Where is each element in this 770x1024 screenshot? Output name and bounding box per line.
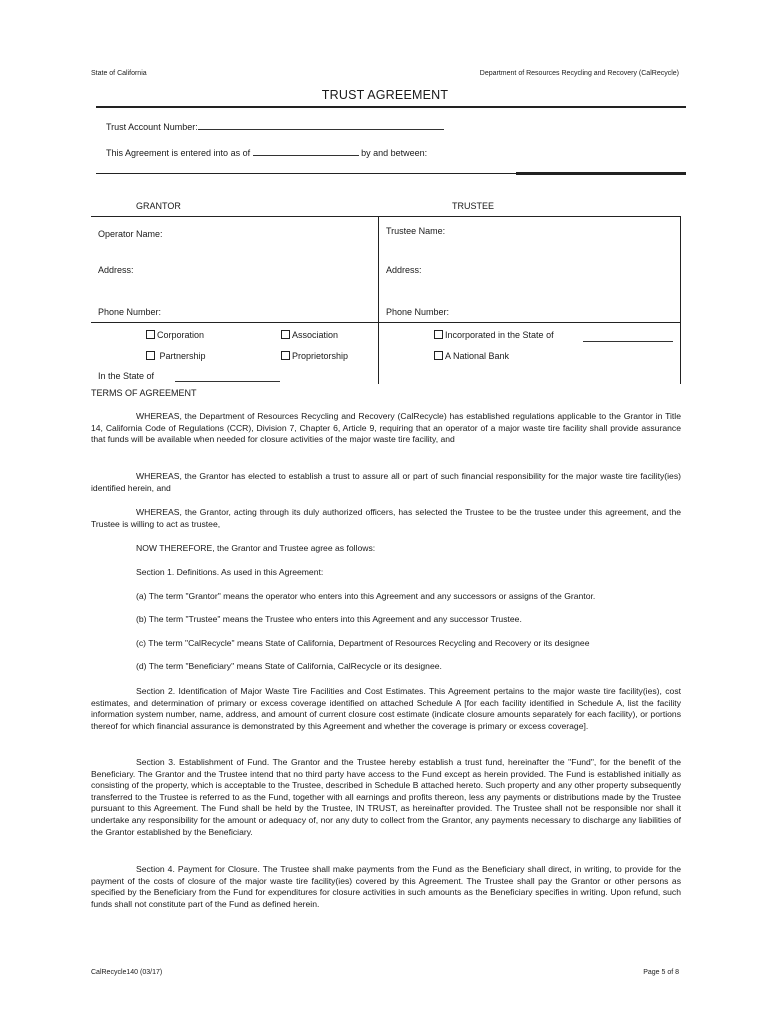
- association-label: Association: [292, 330, 339, 340]
- partnership-label: Partnership: [159, 351, 206, 361]
- page-title: TRUST AGREEMENT: [321, 88, 449, 102]
- footer-page-number: Page 5 of 8: [643, 969, 679, 976]
- trust-account-line: [106, 121, 444, 132]
- table-top-rule: [91, 216, 680, 217]
- checkbox-icon: [146, 330, 155, 339]
- definition-b: (b) The term "Trustee" means the Trustee who enters into this Agreement and any successor Trustee.: [136, 614, 522, 624]
- agreement-before-text: This Agreement is entered into as of: [106, 148, 251, 158]
- definition-c: (c) The term "CalRecycle" means State of California, Department of Resources Recycling and Recovery or its designee: [136, 638, 590, 648]
- table-right-border: [680, 216, 681, 384]
- section-3-paragraph: Section 3. Establishment of Fund. The Grantor and the Trustee hereby establish a trust fund, hereinafter the "Fund", for the benefit of the Beneficiary. The Grantor and the Trustee intend that no third party have access to the Fund except as herein provided. The Fund is established initially as consisting of the property, which is acceptable to the Trustee, described in Schedule B attached hereto. Such property and any other property subsequently transferred to the Trustee is referred to as the Fund, together with all earnings and profits thereon, less any payments or distributions made by the Trustee pursuant to this Agreement. The Fund shall be held by the Trustee, IN TRUST, as hereinafter provided. The Trustee shall not be responsible nor shall it undertake any responsibility for the amount or adequacy of, nor any duty to collect from the Grantor, any payments necessary to discharge any liabilities of the Grantor established by the Beneficiary.: [91, 757, 681, 837]
- trustee-header: TRUSTEE: [452, 201, 495, 211]
- incorporated-checkbox[interactable]: [434, 330, 554, 340]
- grantor-phone-field[interactable]: Phone Number:: [98, 307, 162, 317]
- checkbox-icon: [434, 351, 443, 360]
- state-of-label: In the State of: [98, 371, 155, 381]
- section-4-paragraph: Section 4. Payment for Closure. The Trustee shall make payments from the Fund as the Beneficiary shall direct, in writing, to provide for the payment of the costs of closure of the major waste tire facility(ies) covered by this Agreement. The Trustee shall pay the Grantor or other persons as specified by the Beneficiary from the Fund for expenditures for closure activities in such amounts as the Beneficiary specifies in writing. Upon refund, such funds shall not constitute part of the Fund as defined herein.: [91, 864, 681, 909]
- corporation-label: Corporation: [157, 330, 205, 340]
- corporation-checkbox[interactable]: [146, 330, 204, 340]
- association-checkbox[interactable]: [281, 330, 338, 340]
- state-of-field[interactable]: [175, 373, 280, 382]
- partnership-checkbox[interactable]: [146, 351, 206, 361]
- terms-heading: TERMS OF AGREEMENT: [91, 388, 197, 398]
- header-left: State of California: [91, 70, 147, 77]
- checkbox-icon: [146, 351, 155, 360]
- national-bank-checkbox[interactable]: [434, 351, 509, 361]
- header-right: Department of Resources Recycling and Recovery (CalRecycle): [479, 70, 679, 77]
- checkbox-icon: [281, 330, 290, 339]
- section-2-paragraph: Section 2. Identification of Major Waste Tire Facilities and Cost Estimates. This Agreement pertains to the major waste tire facility(ies), cost estimates, and determination of primary or excess coverage identified on attached Schedule A [for each facility identified in Schedule A, list the facility information system number, name, address, and amount of current closure cost estimate (indicate closure amounts separately for each facility), or portions thereof for which financial assurance is demonstrated by this Agreement and whether the coverage is primary or excess coverage].: [91, 686, 681, 731]
- table-divider: [378, 216, 379, 384]
- proprietorship-checkbox[interactable]: [281, 351, 348, 361]
- whereas-paragraph-1: WHEREAS, the Department of Resources Recycling and Recovery (CalRecycle) has established regulations applicable to the Grantor in Title 14, California Code of Regulations (CCR), Division 7, Chapter 6, Article 9, requiring that an operator of a major waste tire facility shall provide assurance that funds will be available when needed for closure activities of the major waste tire facility, and: [91, 411, 681, 445]
- agreement-date-line: [106, 147, 427, 158]
- now-therefore-line: NOW THEREFORE, the Grantor and Trustee agree as follows:: [136, 543, 376, 553]
- footer-form-id: CalRecycle140 (03/17): [91, 969, 163, 976]
- agreement-rule-thin: [96, 173, 516, 174]
- trustee-phone-field[interactable]: Phone Number:: [386, 307, 450, 317]
- agreement-date-field[interactable]: [253, 147, 359, 156]
- section-1-line: Section 1. Definitions. As used in this Agreement:: [136, 567, 324, 577]
- trust-account-label: Trust Account Number:: [106, 122, 198, 132]
- definition-a: (a) The term "Grantor" means the operator who enters into this Agreement and any successors or assigns of the Grantor.: [136, 591, 596, 601]
- grantor-header: GRANTOR: [136, 201, 181, 211]
- checkbox-icon: [434, 330, 443, 339]
- title-rule: [96, 106, 686, 108]
- checkbox-icon: [281, 351, 290, 360]
- agreement-after-text: by and between:: [361, 148, 428, 158]
- trustee-name-field[interactable]: Trustee Name:: [386, 226, 446, 236]
- incorporated-state-field[interactable]: [583, 333, 673, 342]
- table-mid-rule: [91, 322, 680, 323]
- trustee-address-field[interactable]: Address:: [386, 265, 422, 275]
- operator-name-field[interactable]: Operator Name:: [98, 229, 163, 239]
- proprietorship-label: Proprietorship: [292, 351, 349, 361]
- trust-account-field[interactable]: [198, 121, 444, 130]
- agreement-rule-thick: [516, 172, 686, 175]
- incorporated-label: Incorporated in the State of: [445, 330, 554, 340]
- whereas-paragraph-3: WHEREAS, the Grantor, acting through its duly authorized officers, has selected the Trustee to be the trustee under this agreement, and the Trustee is willing to act as trustee,: [91, 507, 681, 529]
- whereas-paragraph-2: WHEREAS, the Grantor has elected to establish a trust to assure all or part of such financial responsibility for the major waste tire facility(ies) identified herein, and: [91, 471, 681, 493]
- grantor-address-field[interactable]: Address:: [98, 265, 134, 275]
- national-bank-label: A National Bank: [445, 351, 510, 361]
- definition-d: (d) The term "Beneficiary" means State of California, CalRecycle or its designee.: [136, 661, 442, 671]
